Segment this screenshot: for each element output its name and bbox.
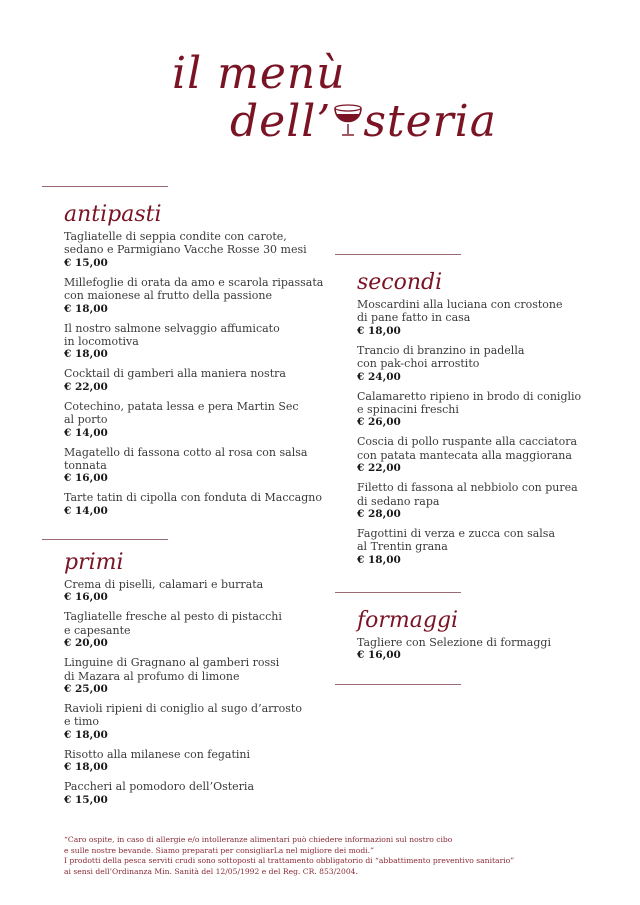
- menu-item: [357, 481, 597, 521]
- dish-price: € 18,00: [64, 302, 108, 315]
- menu-title-line-1: il menù: [172, 48, 346, 99]
- dish-price: € 22,00: [357, 462, 401, 475]
- menu-item: [357, 435, 597, 475]
- dish-name: Millefoglie di orata da amo e scarola ripassata con maionese al frutto della passione: [64, 275, 324, 303]
- dish-name: Magatello di fassona cotto al rosa con salsa tonnata: [64, 445, 308, 473]
- menu-item: [357, 636, 597, 662]
- divider-formaggi-bottom: [335, 684, 461, 685]
- dish-name: Risotto alla milanese con fegatini: [64, 747, 251, 761]
- dish-name: Tagliere con Selezione di formaggi: [357, 636, 551, 649]
- dish-price: € 15,00: [64, 793, 108, 806]
- menu-item: [64, 702, 326, 742]
- menu-item: [64, 780, 326, 806]
- section-antipasti: [64, 202, 326, 524]
- notice-line: ai sensi dell’Ordinanza Min. Sanità del 12/05/1992 e del Reg. CR. 853/2004.: [64, 866, 358, 876]
- dish-name: Filetto di fassona al nebbiolo con purea di sedano rapa: [357, 481, 578, 508]
- notice-line: “Caro ospite, in caso di allergie e/o intolleranze alimentari può chiedere informazioni sul nostro cibo: [64, 835, 453, 844]
- divider-formaggi-top: [335, 592, 461, 593]
- notice-line: e sulle nostre bevande. Siamo preparati per consigliarLa nel migliore dei modi.”: [64, 845, 374, 855]
- dish-price: € 18,00: [64, 728, 108, 741]
- dish-price: € 18,00: [357, 324, 401, 337]
- menu-item: [64, 446, 326, 486]
- menu-item: [64, 367, 326, 393]
- dish-name: Ravioli ripieni di coniglio al sugo d’arrosto e timo: [64, 702, 302, 729]
- menu-item: [64, 230, 326, 270]
- dish-name: Paccheri al pomodoro dell’Osteria: [64, 780, 254, 794]
- dish-price: € 18,00: [64, 761, 108, 774]
- section-secondi: [357, 270, 597, 573]
- menu-item: [357, 390, 597, 430]
- section-formaggi: [357, 608, 597, 668]
- title-prefix: dell’: [230, 96, 332, 147]
- dish-name: Tagliatelle fresche al pesto di pistacchi e capesante: [64, 610, 282, 637]
- dish-name: Cocktail di gamberi alla maniera nostra: [64, 367, 286, 381]
- dish-name: Fagottini di verza e zucca con salsa al Trentin grana: [357, 527, 556, 554]
- dish-name: Tagliatelle di seppia condite con carote, sedano e Parmigiano Vacche Rosse 30 mesi: [64, 230, 307, 257]
- menu-title-line-2: [230, 96, 497, 147]
- section-title-formaggi: formaggi: [357, 608, 459, 633]
- dish-name: Crema di piselli, calamari e burrata: [64, 578, 264, 591]
- divider-antipasti: [42, 186, 168, 187]
- section-title-primi: primi: [64, 550, 124, 575]
- dish-price: € 25,00: [64, 683, 108, 696]
- menu-item: [357, 298, 597, 338]
- dish-price: € 16,00: [64, 472, 108, 485]
- section-title-secondi: secondi: [357, 270, 443, 295]
- dish-price: € 16,00: [64, 591, 108, 604]
- menu-item: [64, 656, 326, 696]
- dish-price: € 26,00: [357, 416, 401, 429]
- dish-name: Calamaretto ripieno in brodo di coniglio e spinacini freschi: [357, 389, 582, 417]
- menu-item: [64, 400, 326, 440]
- dish-price: € 24,00: [357, 370, 401, 383]
- dish-name: Tarte tatin di cipolla con fonduta di Maccagno: [64, 491, 322, 505]
- divider-secondi: [335, 254, 461, 255]
- dish-name: Il nostro salmone selvaggio affumicato in locomotiva: [64, 321, 280, 349]
- allergen-notice: [64, 835, 584, 877]
- dish-price: € 20,00: [64, 637, 108, 650]
- section-primi: [64, 550, 326, 813]
- notice-line: I prodotti della pesca serviti crudi sono sottoposti al trattamento obbligatorio di “abbattimento preventivo sanitario”: [64, 856, 515, 866]
- menu-item: [64, 610, 326, 650]
- dish-name: Cotechino, patata lessa e pera Martin Sec al porto: [64, 399, 299, 427]
- menu-item: [64, 578, 326, 604]
- dish-name: Trancio di branzino in padella con pak-choi arrostito: [357, 343, 525, 371]
- menu-item: [64, 491, 326, 517]
- wine-glass-logo-icon: [331, 100, 365, 138]
- menu-item: [64, 322, 326, 362]
- dish-price: € 22,00: [64, 380, 108, 393]
- dish-name: Moscardini alla luciana con crostone di pane fatto in casa: [357, 298, 563, 325]
- dish-price: € 14,00: [64, 504, 108, 517]
- dish-price: € 15,00: [64, 256, 108, 269]
- dish-name: Coscia di pollo ruspante alla cacciatora con patata mantecata alla maggiorana: [357, 435, 578, 462]
- menu-item: [64, 748, 326, 774]
- divider-primi: [42, 539, 168, 540]
- menu-item: [357, 527, 597, 567]
- dish-price: € 28,00: [357, 508, 401, 521]
- dish-price: € 16,00: [357, 649, 401, 662]
- dish-price: € 18,00: [64, 348, 108, 361]
- dish-name: Linguine di Gragnano al gamberi rossi di Mazara al profumo di limone: [64, 656, 280, 683]
- menu-item: [64, 276, 326, 316]
- dish-price: € 14,00: [64, 426, 108, 439]
- title-suffix: steria: [363, 96, 497, 147]
- section-title-antipasti: antipasti: [64, 202, 162, 227]
- dish-price: € 18,00: [357, 553, 401, 566]
- menu-item: [357, 344, 597, 384]
